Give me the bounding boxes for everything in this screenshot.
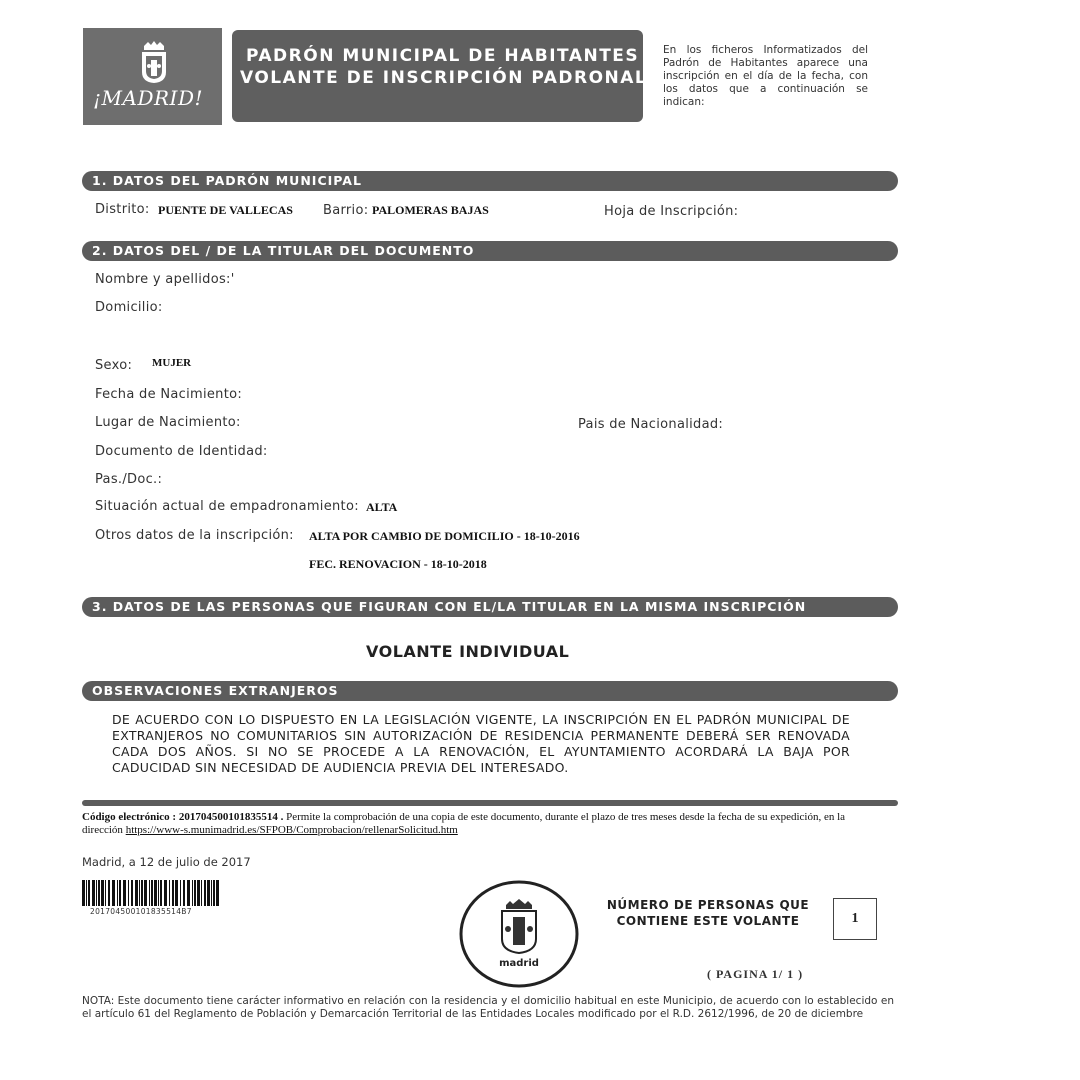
- sexo-value: MUJER: [152, 357, 192, 369]
- barcode-bar: [201, 880, 202, 906]
- page-number: ( PAGINA 1/ 1 ): [707, 967, 804, 981]
- barcode-bar: [192, 880, 193, 906]
- persons-label-line-2: CONTIENE ESTE VOLANTE: [616, 914, 800, 928]
- barcode-bar: [160, 880, 162, 906]
- barcode-bar: [194, 880, 196, 906]
- observaciones-bar: [82, 681, 898, 701]
- fecha-nacimiento-label: Fecha de Nacimiento:: [95, 387, 243, 402]
- otros-datos-value-2: FEC. RENOVACION - 18-10-2018: [309, 557, 487, 571]
- barcode-bar: [144, 880, 147, 906]
- barrio-label: Barrio:: [323, 203, 369, 218]
- persons-count-label: [598, 897, 818, 929]
- barcode-bar: [164, 880, 167, 906]
- distrito-label: Distrito:: [95, 202, 150, 217]
- barcode-bar: [112, 880, 115, 906]
- persons-count-box: [833, 898, 877, 940]
- barcode-bar: [169, 880, 170, 906]
- hoja-label: Hoja de Inscripción:: [604, 204, 739, 219]
- barcode-bar: [88, 880, 90, 906]
- madrid-logo: [83, 28, 222, 125]
- barcode-bar: [154, 880, 157, 906]
- barcode-bar: [213, 880, 215, 906]
- electronic-code-label: Código electrónico : 201704500101835514 .: [82, 811, 284, 823]
- distrito-value: PUENTE DE VALLECAS: [158, 203, 293, 217]
- pais-nacionalidad-label: Pais de Nacionalidad:: [578, 417, 724, 432]
- situacion-value: ALTA: [366, 500, 398, 514]
- persons-count-value: 1: [851, 911, 859, 926]
- barcode-number: 201704500101835514B7: [90, 907, 192, 916]
- barcode-bar: [158, 880, 159, 906]
- barcode-bar: [151, 880, 153, 906]
- nombre-label: Nombre y apellidos:': [95, 272, 235, 287]
- barcode-bar: [211, 880, 212, 906]
- verification-url[interactable]: https://www-s.munimadrid.es/SFPOB/Comprobacion/rellenarSolicitud.htm: [125, 824, 458, 836]
- madrid-stamp-icon: [458, 879, 580, 989]
- title-line-2: VOLANTE DE INSCRIPCIÓN PADRONAL: [240, 68, 648, 88]
- intro-text: En los ficheros Informatizados del Padrón de Habitantes aparece una inscripción en el día de la fecha, con los datos que a continuación se indican:: [663, 44, 868, 108]
- barcode-bar: [135, 880, 138, 906]
- barcode-bar: [204, 880, 206, 906]
- barcode-bar: [207, 880, 210, 906]
- observaciones-text: DE ACUERDO CON LO DISPUESTO EN LA LEGISLACIÓN VIGENTE, LA INSCRIPCIÓN EN EL PADRÓN MUNICIPAL DE EXTRANJEROS NO COMUNITARIOS SIN AUTORIZACIÓN DE RESIDENCIA PERMANENTE DEBERÁ SER RENOVADA CADA DOS AÑOS. SI NO SE PROCEDE A LA RENOVACIÓN, EL AYUNTAMIENTO ACORDARÁ LA BAJA POR CADUCIDAD SIN NECESIDAD DE AUDIENCIA PREVIA DEL INTERESADO.: [112, 712, 850, 775]
- madrid-crest-icon: [139, 40, 169, 84]
- barcode-bar: [197, 880, 200, 906]
- electronic-code-description: Permite la comprobación de una copia de este documento, durante el plazo de tres meses desde la fecha de su expedición, en la dirección: [82, 811, 846, 836]
- section-2-title: 2. DATOS DEL / DE LA TITULAR DEL DOCUMENTO: [92, 243, 475, 258]
- title-line-1: PADRÓN MUNICIPAL DE HABITANTES: [246, 46, 640, 66]
- barcode-bar: [123, 880, 126, 906]
- barcode-bar: [128, 880, 129, 906]
- section-2-bar: [82, 241, 898, 261]
- domicilio-label: Domicilio:: [95, 300, 163, 315]
- section-3-bar: [82, 597, 898, 617]
- barcode: [82, 880, 222, 906]
- otros-datos-label: Otros datos de la inscripción:: [95, 528, 294, 543]
- sexo-label: Sexo:: [95, 358, 133, 373]
- barcode-bar: [105, 880, 106, 906]
- barcode-bar: [119, 880, 121, 906]
- footer-divider: [82, 800, 898, 806]
- observaciones-title: OBSERVACIONES EXTRANJEROS: [92, 683, 339, 698]
- barcode-bar: [131, 880, 133, 906]
- legal-note: NOTA: Este documento tiene carácter informativo en relación con la residencia y el domicilio habitual en este Municipio, de acuerdo con lo establecido en el artículo 61 del Reglamento de Población y Demarcación Territorial de las Entidades Locales modificado por el R.D. 2612/1996, de 20 de diciembre: [82, 995, 894, 1020]
- barcode-bar: [139, 880, 140, 906]
- section-1-bar: [82, 171, 898, 191]
- volante-individual-heading: VOLANTE INDIVIDUAL: [366, 642, 570, 661]
- documento-identidad-label: Documento de Identidad:: [95, 444, 268, 459]
- barcode-bar: [149, 880, 150, 906]
- electronic-code-text: [82, 811, 852, 837]
- otros-datos-value-1: ALTA POR CAMBIO DE DOMICILIO - 18-10-2016: [309, 529, 580, 543]
- barcode-bar: [117, 880, 118, 906]
- barcode-bar: [180, 880, 181, 906]
- official-stamp: [458, 879, 580, 989]
- barrio-value: PALOMERAS BAJAS: [372, 203, 489, 217]
- barcode-bar: [86, 880, 87, 906]
- issue-date: Madrid, a 12 de julio de 2017: [82, 855, 251, 869]
- barcode-bar: [108, 880, 110, 906]
- barcode-bar: [101, 880, 104, 906]
- barcode-bar: [92, 880, 95, 906]
- barcode-bar: [141, 880, 143, 906]
- section-3-title: 3. DATOS DE LAS PERSONAS QUE FIGURAN CON EL/LA TITULAR EN LA MISMA INSCRIPCIÓN: [92, 599, 807, 614]
- document-title-box: [232, 30, 648, 122]
- pasaporte-label: Pas./Doc.:: [95, 472, 163, 487]
- barcode-bar: [216, 880, 219, 906]
- situacion-label: Situación actual de empadronamiento:: [95, 499, 359, 514]
- barcode-bar: [172, 880, 174, 906]
- barcode-bar: [183, 880, 185, 906]
- barcode-bar: [98, 880, 100, 906]
- persons-label-line-1: NÚMERO DE PERSONAS QUE: [606, 898, 810, 912]
- stamp-text: madrid: [499, 958, 539, 969]
- barcode-bar: [82, 880, 85, 906]
- barcode-bar: [175, 880, 178, 906]
- madrid-logo-text: ¡MADRID!: [93, 86, 204, 110]
- lugar-nacimiento-label: Lugar de Nacimiento:: [95, 415, 241, 430]
- barcode-bar: [96, 880, 97, 906]
- barcode-bar: [187, 880, 190, 906]
- section-1-title: 1. DATOS DEL PADRÓN MUNICIPAL: [92, 173, 362, 188]
- barcode-image: [82, 880, 222, 906]
